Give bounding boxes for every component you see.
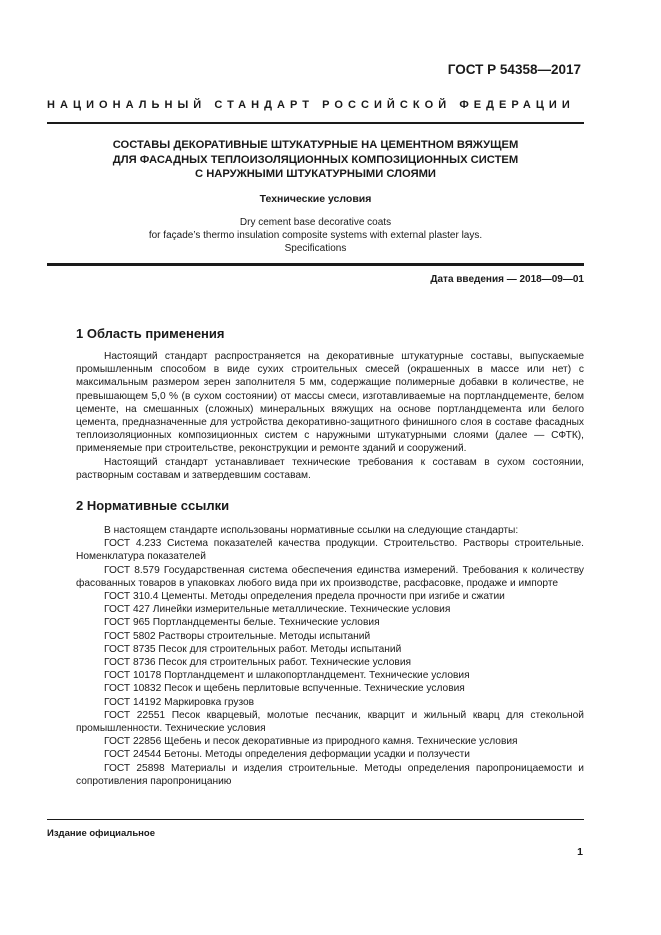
section-1-heading: 1 Область применения [76,326,225,341]
effective-date: Дата введения — 2018—09—01 [430,274,584,285]
document-title [47,138,584,182]
reference-item: ГОСТ 310.4 Цементы. Методы определения предела прочности при изгибе и сжатии [104,591,505,603]
document-subtitle: Технические условия [259,193,372,205]
reference-item: ГОСТ 24544 Бетоны. Методы определения деформации усадки и ползучести [104,749,470,761]
reference-item: ГОСТ 965 Портландцементы белые. Технические условия [104,617,380,629]
reference-item: ГОСТ 10832 Песок и щебень перлитовые вспученные. Технические условия [104,683,465,695]
reference-item: ГОСТ 14192 Маркировка грузов [104,696,255,708]
english-title-line-2: for façade’s thermo insulation composite systems with external plaster lays. [148,230,483,241]
reference-item: ГОСТ 22856 Щебень и песок декоративные из природного камня. Технические условия [104,736,518,748]
standard-code: ГОСТ Р 54358—2017 [447,62,581,77]
reference-item: ГОСТ 427 Линейки измерительные металлические. Технические условия [104,604,451,616]
title-line-1: СОСТАВЫ ДЕКОРАТИВНЫЕ ШТУКАТУРНЫЕ НА ЦЕМЕНТНОМ ВЯЖУЩЕМ [112,139,519,151]
reference-item: ГОСТ 25898 Материалы и изделия строительные. Методы определения паропроницаемости и сопротивления паропроницанию [76,762,584,787]
reference-item: ГОСТ 4.233 Система показателей качества продукции. Строительство. Растворы строительные. Номенклатура показателей [76,538,584,563]
page-number: 1 [577,846,583,858]
section-2-heading: 2 Нормативные ссылки [76,498,230,513]
english-title-line-1: Dry cement base decorative coats [239,217,392,228]
title-line-2: ДЛЯ ФАСАДНЫХ ТЕПЛОИЗОЛЯЦИОННЫХ КОМПОЗИЦИОННЫХ СИСТЕМ [112,153,519,166]
section-1-paragraph: Настоящий стандарт распространяется на декоративные штукатурные составы, выпускаемые промышленным способом в виде сухих строительных смесей (окрашенных в массе или нет) с максимальным размером зерен заполнителя 5 мм, содержащие полимерные добавки в количестве, не превышающем 5,0 % (в сухом состоянии) от массы смеси, изготавливаемые на портландцементе, белом цементе, на смешанных (сложных) минеральных вяжущих на основе портландцемента или белого цемента, предназначенные для устройства декоративно-защитного финишного слоя в составе фасадных теплоизоляционных композиционных систем с наружными штукатурными слоями (далее — СФТК), применяемые при строительстве, реконструкции и ремонте зданий и сооружений. [76,351,584,455]
title-divider [47,263,584,266]
national-standard-banner: НАЦИОНАЛЬНЫЙ СТАНДАРТ РОССИЙСКОЙ ФЕДЕРАЦИИ [47,99,575,111]
reference-item: ГОСТ 22551 Песок кварцевый, молотые песчаник, кварцит и жильный кварц для стекольной промышленности. Технические условия [76,709,584,735]
reference-item: ГОСТ 5802 Растворы строительные. Методы испытаний [104,630,371,642]
top-divider [47,122,584,124]
references-intro: В настоящем стандарте использованы нормативные ссылки на следующие стандарты: [104,525,519,536]
reference-item: ГОСТ 8736 Песок для строительных работ. Технические условия [104,657,412,669]
section-2-body [76,524,584,788]
reference-item: ГОСТ 10178 Портландцемент и шлакопортландцемент. Технические условия [104,670,470,682]
english-title-line-3: Specifications [284,243,347,254]
section-1-body [76,350,584,482]
reference-item: ГОСТ 8735 Песок для строительных работ. Методы испытаний [104,643,402,655]
title-line-3: С НАРУЖНЫМИ ШТУКАТУРНЫМИ СЛОЯМИ [195,168,436,180]
official-edition-label: Издание официальное [47,828,155,839]
section-1-paragraph: Настоящий стандарт устанавливает технические требования к составам в сухом состоянии, растворным составам и затвердевшим составам. [76,456,584,481]
reference-item: ГОСТ 8.579 Государственная система обеспечения единства измерений. Требования к количеству фасованных товаров в упаковках любого вида при их производстве, расфасовке, продаже и импорте [76,564,584,589]
english-title [47,216,584,255]
footer-divider [47,819,584,820]
